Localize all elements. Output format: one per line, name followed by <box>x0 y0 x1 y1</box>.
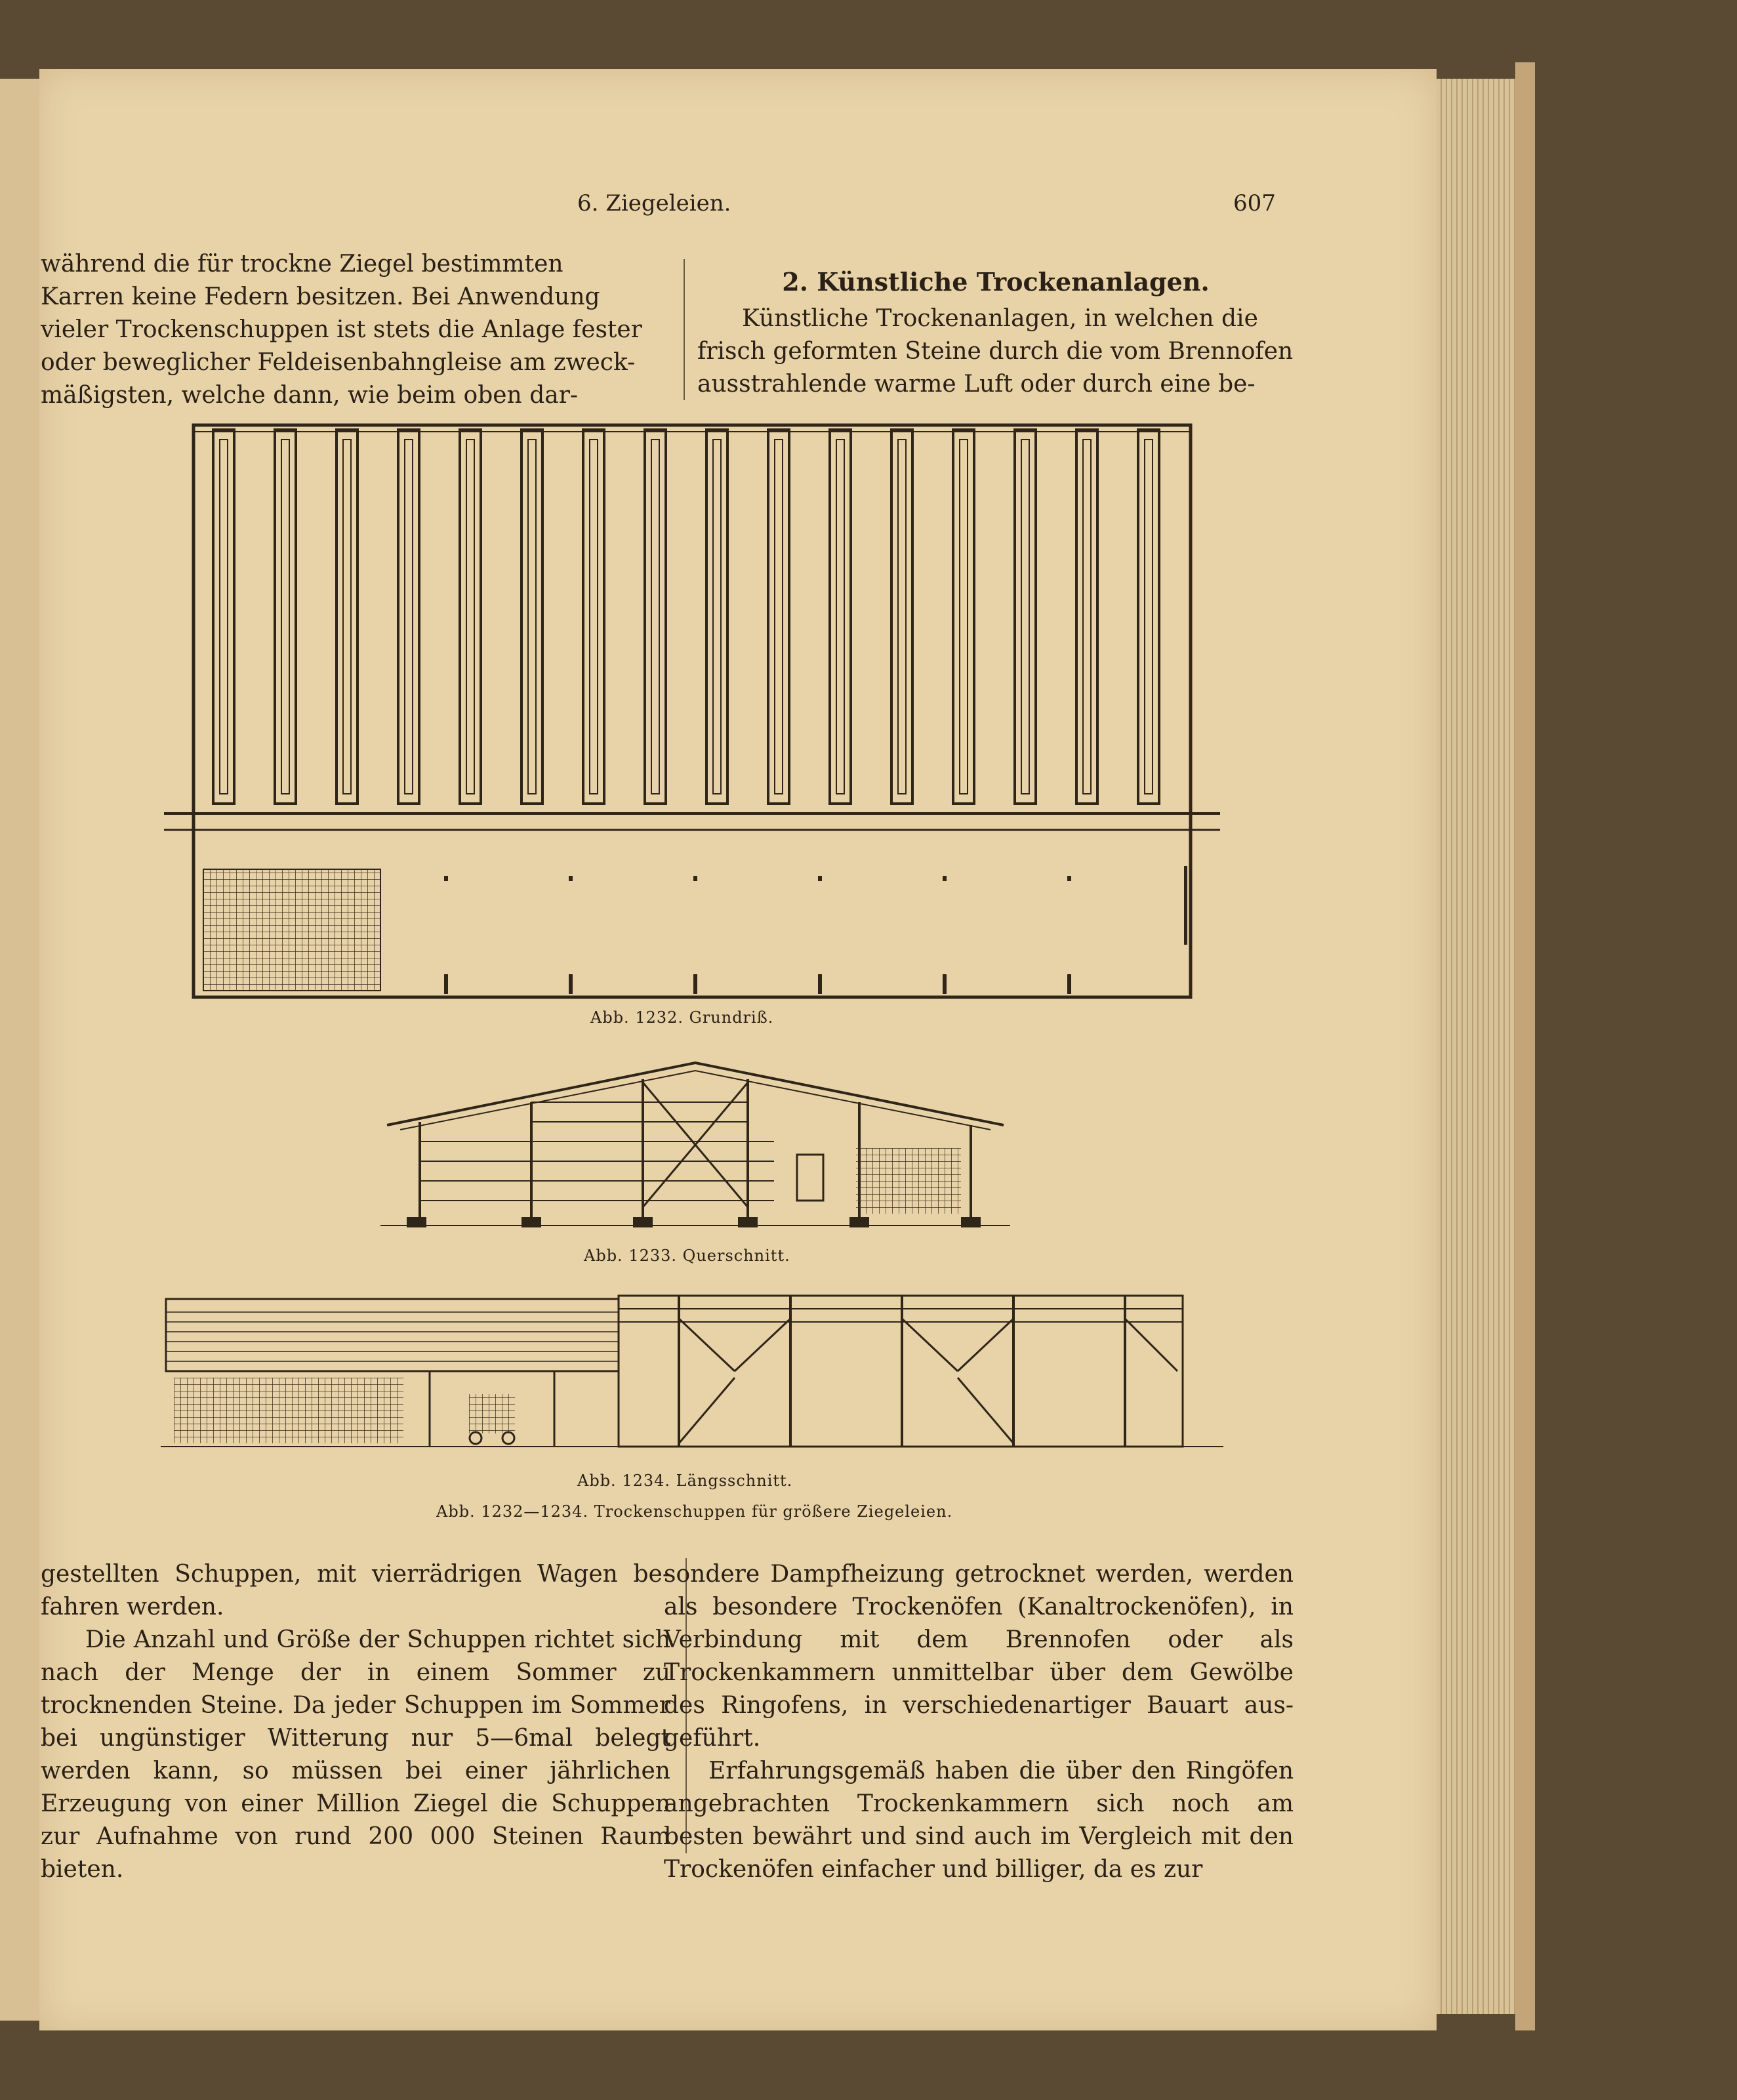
section-rails <box>420 1102 774 1201</box>
brick-cart <box>469 1394 515 1433</box>
frame-posts <box>679 1296 1125 1447</box>
plan-posts <box>444 866 1187 994</box>
brick-grid <box>203 869 380 991</box>
drying-rack-inner <box>1083 440 1091 794</box>
drying-rack-inner <box>528 440 536 794</box>
left-page-edge <box>0 79 41 2021</box>
longitudinal-section-drawing <box>161 1286 1230 1463</box>
text-line: während die für trockne Ziegel bestimmten <box>41 251 563 278</box>
figure-caption-1233: Abb. 1233. Querschnitt. <box>584 1246 790 1265</box>
drying-rack <box>275 430 296 804</box>
top-right-column <box>697 266 1294 401</box>
drying-rack-inner <box>343 440 351 794</box>
drying-rack <box>706 430 727 804</box>
figure-caption-1232: Abb. 1232. Grundriß. <box>590 1008 774 1027</box>
bottom-left-column <box>41 1558 670 1886</box>
drying-rack-inner <box>713 440 721 794</box>
section-heading: 2. Künstliche Trockenanlagen. <box>782 267 1210 297</box>
text-line: ausstrahlende warme Luft oder durch eine be- <box>697 371 1256 398</box>
drying-racks <box>213 430 1159 804</box>
top-left-column <box>41 248 670 412</box>
drying-rack-inner <box>466 440 474 794</box>
drying-rack <box>583 430 604 804</box>
column-rule-top <box>684 259 685 400</box>
drying-rack-inner <box>1021 440 1029 794</box>
cross-section-drawing <box>380 1056 1010 1246</box>
drying-rack <box>830 430 851 804</box>
drying-rack-inner <box>836 440 844 794</box>
text-line: Karren keine Federn besitzen. Bei Anwendung <box>41 283 600 310</box>
drying-rack <box>398 430 419 804</box>
drying-rack <box>1138 430 1159 804</box>
figure-group-caption: Abb. 1232—1234. Trockenschuppen für größere Ziegeleien. <box>436 1502 953 1521</box>
drying-rack <box>521 430 542 804</box>
drying-rack-inner <box>590 440 598 794</box>
paragraph: Erfahrungsgemäß haben die über den Ringöfen angebrachten Trockenkammern sich noch am besten bewährt und sind auch im Vergleich mit den Trockenöfen einfacher und billiger, da es zur <box>664 1758 1294 1883</box>
drying-rack-inner <box>898 440 906 794</box>
frame-braces <box>679 1319 1177 1443</box>
paragraph: gestellten Schuppen, mit vierrädrigen Wagen be-fahren werden. <box>41 1561 670 1620</box>
drying-rack-inner <box>281 440 289 794</box>
drying-rack <box>953 430 974 804</box>
figure-caption-1234: Abb. 1234. Längsschnitt. <box>577 1472 793 1490</box>
drying-rack <box>337 430 358 804</box>
drying-rack <box>460 430 481 804</box>
running-title: 6. Ziegeleien. <box>577 190 731 216</box>
book-cover-edge <box>1515 62 1535 2030</box>
drying-rack-inner <box>220 440 228 794</box>
page-number: 607 <box>1233 190 1276 216</box>
drying-rack <box>213 430 234 804</box>
paragraph: Die Anzahl und Größe der Schuppen richtet sich nach der Menge der in einem Sommer zu trocknenden Steine. Da jeder Schuppen im Sommer bei ungünstiger Witterung nur 5—6mal belegt werden kann, so müssen bei einer jährlichen Erzeugung von einer Million Ziegel die Schuppen zur Aufnahme von rund 200 000 Steinen Raum bieten. <box>41 1626 670 1883</box>
text-line: mäßigsten, welche dann, wie beim oben dar- <box>41 382 579 409</box>
text-line: vieler Trockenschuppen ist stets die Anlage fester <box>41 316 642 343</box>
paragraph: sondere Dampfheizung getrocknet werden, werden als besondere Trockenöfen (Kanaltrockenöfen), in Verbindung mit dem Brennofen oder als Trockenkammern unmittelbar über dem Gewölbe des Ringofens, in verschiedenartiger Bauart aus-geführt. <box>664 1561 1294 1752</box>
drying-rack <box>1015 430 1036 804</box>
text-line: frisch geformten Steine durch die vom Brennofen <box>697 338 1294 365</box>
drying-rack-inner <box>1145 440 1153 794</box>
drying-rack-inner <box>960 440 968 794</box>
drying-rack <box>1076 430 1097 804</box>
page-stack-edges <box>1437 79 1518 2014</box>
text-line: oder beweglicher Feldeisenbahngleise am zweck- <box>41 349 636 376</box>
drying-rack-inner <box>651 440 659 794</box>
stacked-bricks <box>856 1148 961 1214</box>
drying-rack-inner <box>775 440 783 794</box>
text-line: Künstliche Trockenanlagen, in welchen die <box>742 305 1258 332</box>
floor-plan-drawing <box>164 420 1227 1004</box>
bottom-right-column <box>664 1558 1294 1886</box>
drying-rack-inner <box>405 440 413 794</box>
drying-rack <box>768 430 789 804</box>
brick-stacks <box>174 1378 403 1443</box>
drying-rack <box>645 430 666 804</box>
roof-lines <box>166 1312 619 1361</box>
drying-rack <box>891 430 912 804</box>
